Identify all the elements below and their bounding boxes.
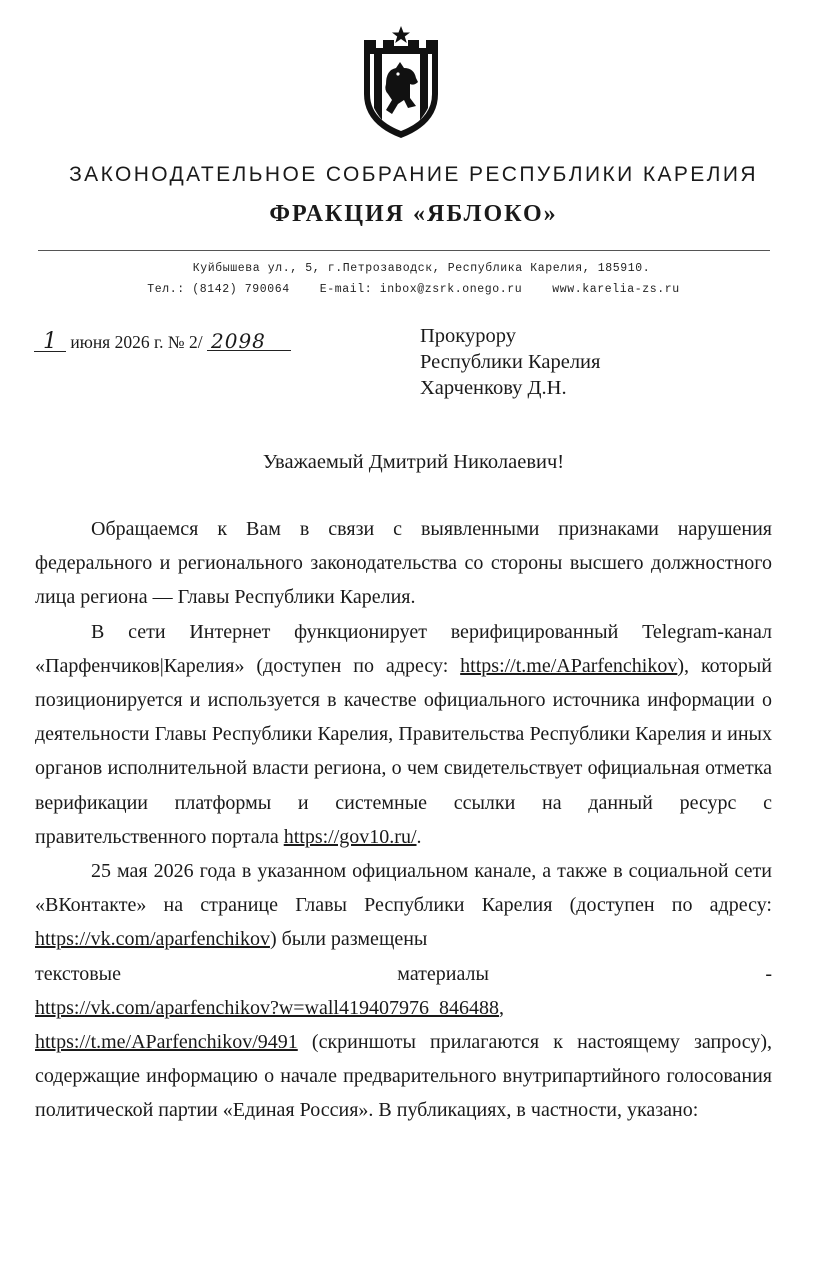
paragraph-text: . xyxy=(416,825,422,848)
paragraph xyxy=(35,854,772,957)
outgoing-reference xyxy=(34,329,291,354)
reference-date: июня 2026 г. № 2/ xyxy=(70,332,203,352)
letterhead-contacts: Тел.: (8142) 790064 E-mail: inbox@zsrk.onego.ru www.karelia-zs.ru xyxy=(147,283,680,296)
handwritten-number: 2098 xyxy=(207,332,291,351)
paragraph xyxy=(35,615,772,854)
paragraph-text: (скриншоты прилагаются к настоящему запросу), содержащие информацию о начале предварительного внутрипартийного голосования политической партии «Единая Россия». В публикациях, в частности, указано: xyxy=(35,1031,772,1122)
vk-post-link[interactable]: https://vk.com/aparfenchikov?w=wall419407976_846488 xyxy=(35,996,499,1019)
link-line xyxy=(35,991,772,1025)
telegram-channel-link[interactable]: https://t.me/AParfenchikov xyxy=(460,654,678,677)
organization-title: ЗАКОНОДАТЕЛЬНОЕ СОБРАНИЕ РЕСПУБЛИКИ КАРЕЛИЯ xyxy=(69,163,758,186)
paragraph-text: ) были размещены xyxy=(269,928,428,951)
letterhead-divider xyxy=(38,250,770,251)
addressee-line: Прокурору xyxy=(420,325,516,347)
faction-title: ФРАКЦИЯ «ЯБЛОКО» xyxy=(269,201,558,227)
letter-body xyxy=(35,512,772,1128)
spread-line xyxy=(35,957,772,991)
gov-portal-link[interactable]: https://gov10.ru/ xyxy=(283,825,417,848)
paragraph: Обращаемся к Вам в связи с выявленными признаками нарушения федерального и регионального законодательства со стороны высшего должностного лица региона — Главы Республики Карелия. xyxy=(35,518,772,609)
paragraph-text: - xyxy=(765,962,772,985)
addressee-block xyxy=(420,323,600,401)
addressee-line: Республики Карелия xyxy=(420,351,601,373)
letterhead-address: Куйбышева ул., 5, г.Петрозаводск, Республика Карелия, 185910. xyxy=(192,262,651,275)
paragraph-continuation xyxy=(35,1025,772,1128)
addressee-line: Харченкову Д.Н. xyxy=(420,377,567,399)
handwritten-day: 1 xyxy=(34,333,66,352)
karelia-coat-of-arms-icon xyxy=(356,24,446,140)
paragraph-text: В сети Интернет функционирует верифицированный Telegram-канал «Парфенчиков|Карелия» (доступен по адресу: xyxy=(35,620,772,677)
paragraph-text: , xyxy=(498,996,504,1019)
paragraph-text: 25 мая 2026 года в указанном официальном канале, а также в социальной сети «ВКонтакте» на странице Главы Республики Карелия (доступен по адресу: xyxy=(35,860,772,917)
paragraph-text: ), который позиционируется и используется в качестве официального источника информации о деятельности Главы Республики Карелия, Правительства Республики Карелия и иных органов исполнительной власти региона, о чем свидетельствует официальная отметка верификации платформы и системные ссылки на данный ресурс с правительственного портала xyxy=(35,654,772,848)
salutation: Уважаемый Дмитрий Николаевич! xyxy=(262,451,565,473)
paragraph-text: текстовые xyxy=(35,962,121,985)
vk-page-link[interactable]: https://vk.com/aparfenchikov xyxy=(35,928,270,951)
telegram-post-link[interactable]: https://t.me/AParfenchikov/9491 xyxy=(35,1031,298,1054)
paragraph-text: материалы xyxy=(397,962,489,985)
